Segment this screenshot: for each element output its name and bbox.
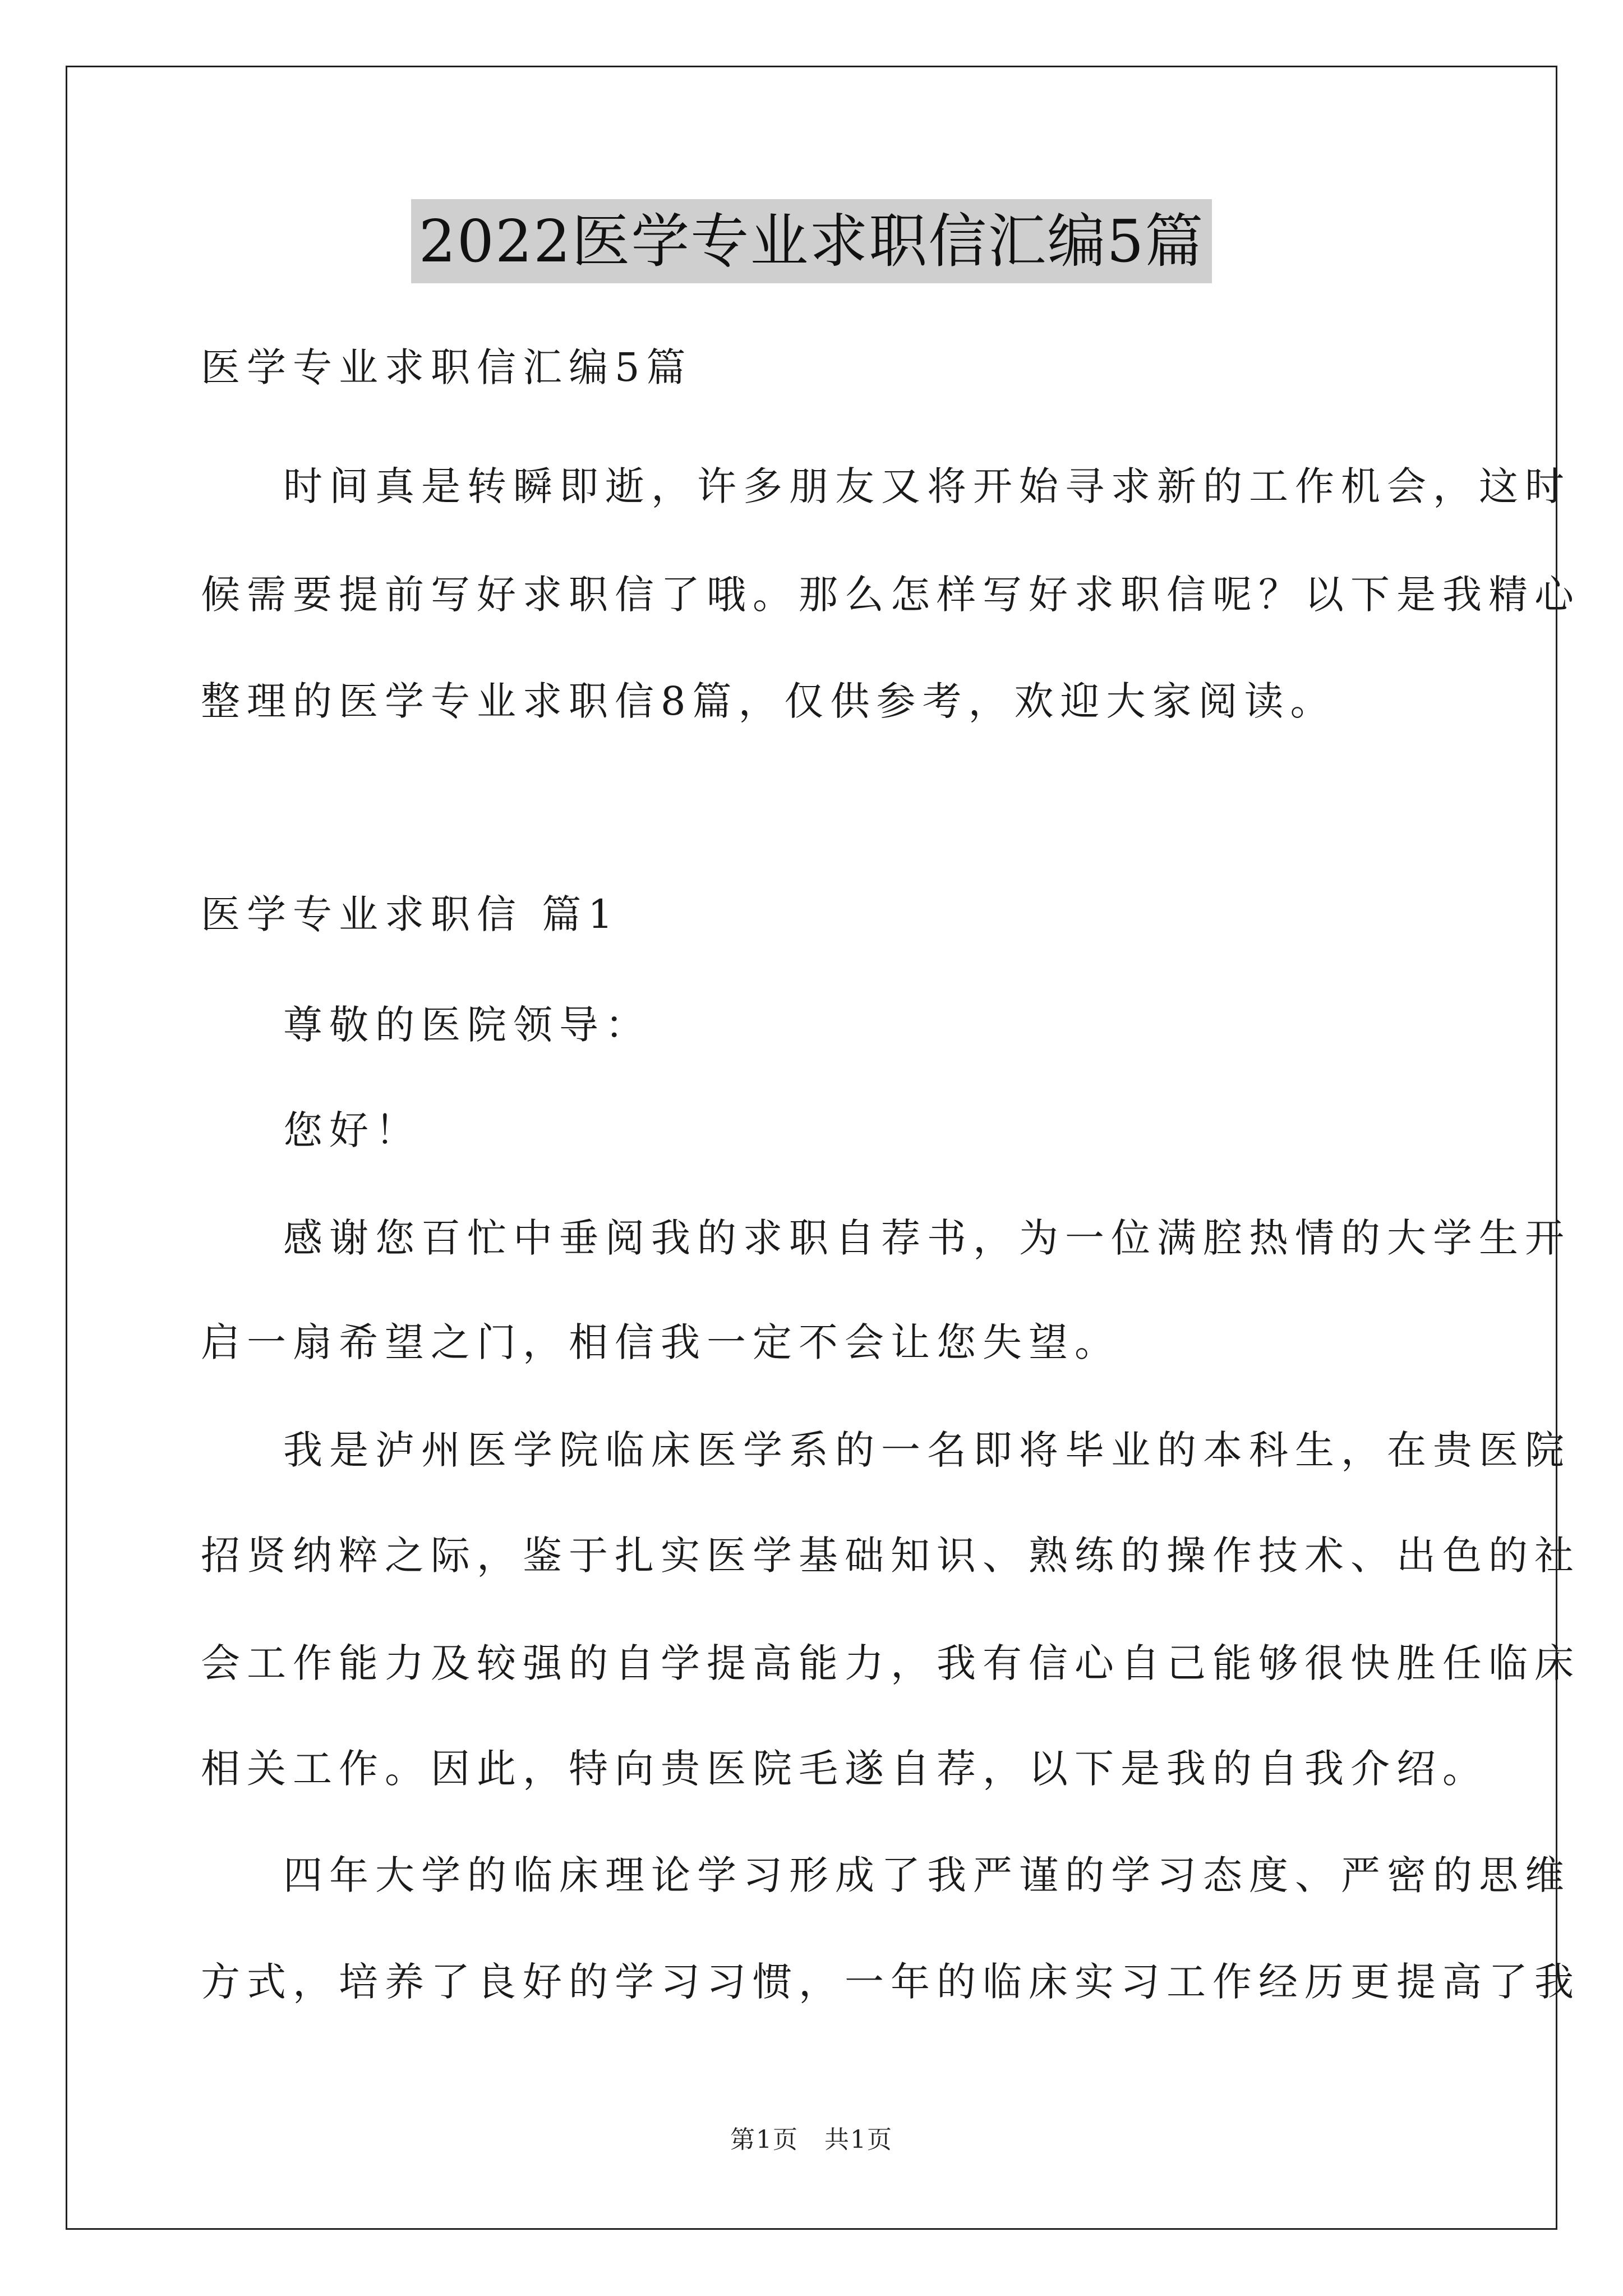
document-title: [0, 199, 1623, 283]
paragraph-line: 四年大学的临床理论学习形成了我严谨的学习态度、严密的思维: [283, 1852, 1571, 1898]
page-total: 共1页: [824, 2125, 893, 2154]
paragraph-line: 感谢您百忙中垂阅我的求职自荐书，为一位满腔热情的大学生开: [283, 1215, 1571, 1261]
paragraph-line: 时间真是转瞬即逝，许多朋友又将开始寻求新的工作机会，这时: [283, 463, 1571, 509]
paragraph-line: 会工作能力及较强的自学提高能力，我有信心自己能够很快胜任临床: [201, 1640, 1580, 1686]
paragraph-line: 方式，培养了良好的学习习惯，一年的临床实习工作经历更提高了我: [201, 1959, 1580, 2005]
salutation-line: 尊敬的医院领导：: [283, 1002, 651, 1048]
paragraph-line: 整理的医学专业求职信8篇，仅供参考，欢迎大家阅读。: [201, 678, 1336, 724]
page-footer: [0, 2123, 1623, 2157]
paragraph-line: 相关工作。因此，特向贵医院毛遂自荐，以下是我的自我介绍。: [201, 1746, 1488, 1792]
paragraph-line: 招贤纳粹之际，鉴于扎实医学基础知识、熟练的操作技术、出色的社: [201, 1533, 1580, 1579]
greeting-line: 您好！: [283, 1107, 421, 1153]
section-heading: 医学专业求职信 篇1: [201, 891, 620, 937]
paragraph-line: 候需要提前写好求职信了哦。那么怎样写好求职信呢？以下是我精心: [201, 572, 1580, 618]
document-title-text: 2022医学专业求职信汇编5篇: [411, 199, 1212, 283]
page-number: 第1页: [730, 2125, 799, 2154]
subtitle-line: 医学专业求职信汇编5篇: [201, 344, 693, 390]
paragraph-line: 我是泸州医学院临床医学系的一名即将毕业的本科生，在贵医院: [283, 1427, 1571, 1473]
paragraph-line: 启一扇希望之门，相信我一定不会让您失望。: [201, 1319, 1121, 1365]
